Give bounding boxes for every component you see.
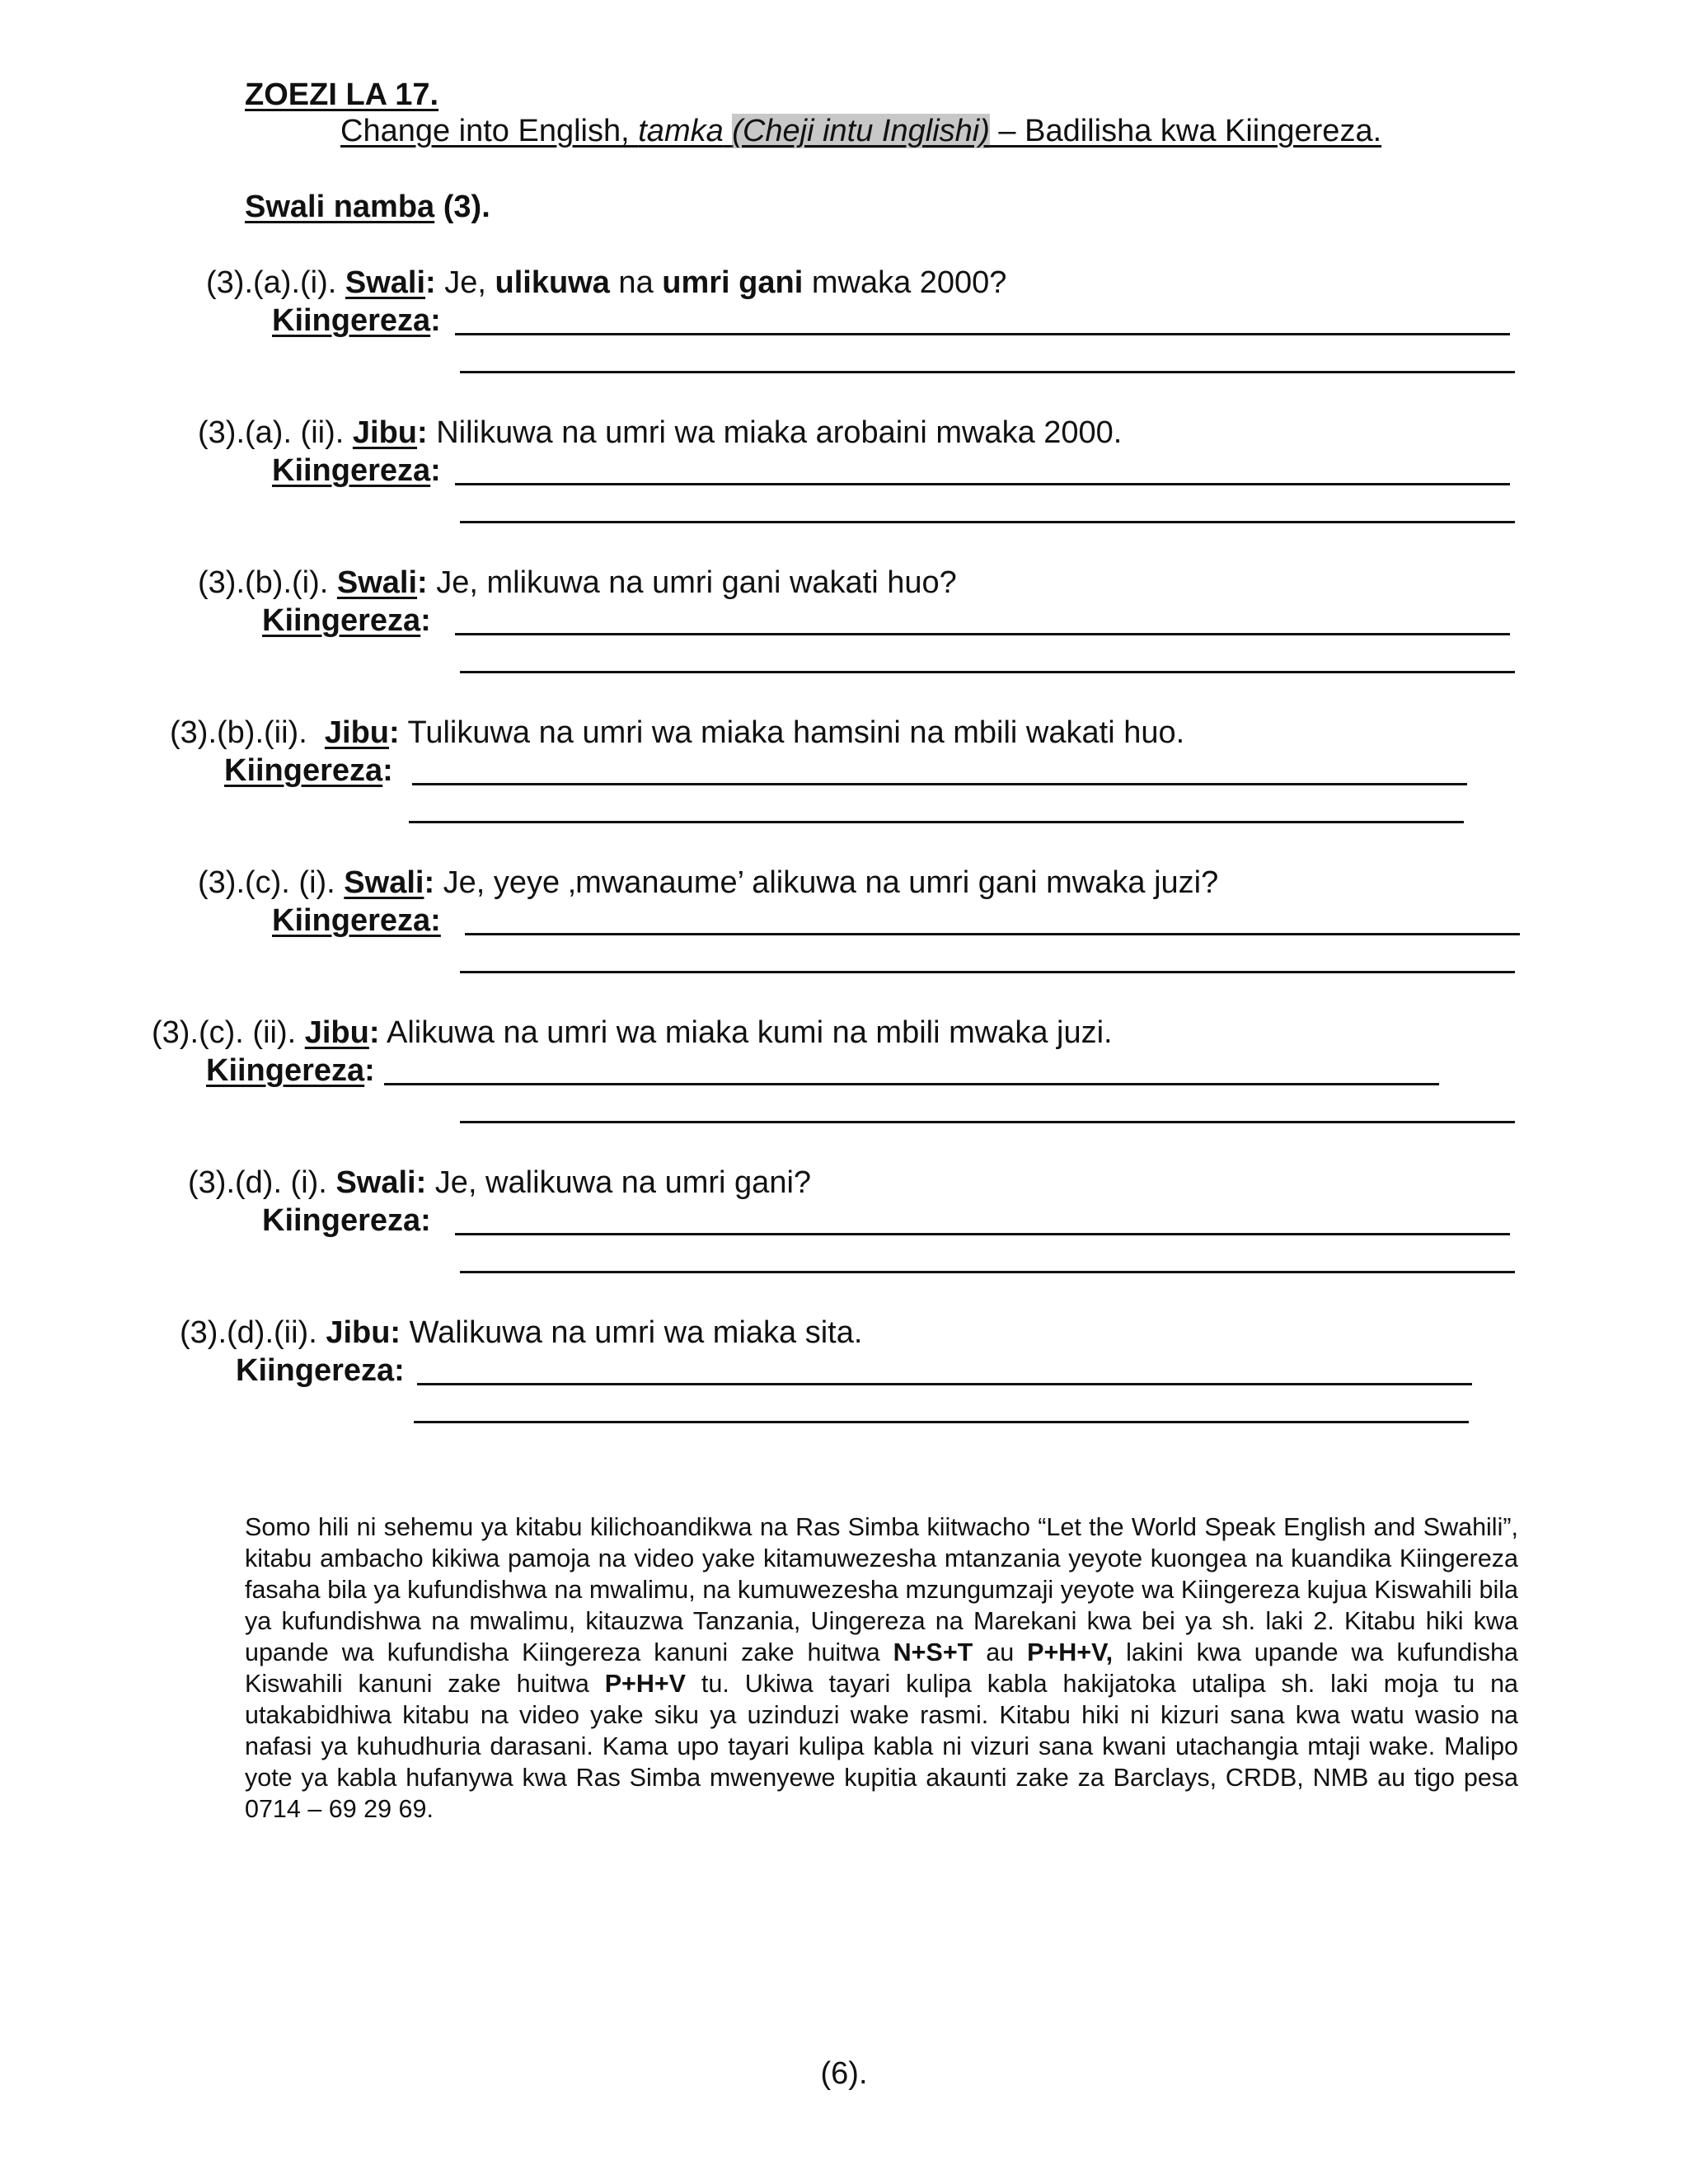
answer-line[interactable]: [455, 633, 1510, 635]
answer-line[interactable]: [455, 1233, 1510, 1235]
answer-line[interactable]: [455, 483, 1510, 485]
question-number-heading: [245, 188, 490, 226]
prompt-kind: Swali: [336, 565, 418, 600]
instruction-line: [340, 112, 1381, 150]
instruction-tamka: tamka: [638, 114, 724, 148]
instruction-highlight: (Cheji intu Inglishi): [732, 114, 990, 148]
answer-line[interactable]: [412, 783, 1467, 785]
prompt-kind: Swali: [345, 265, 426, 300]
answer-line[interactable]: [409, 821, 1464, 823]
answer-label: Kiingereza:: [272, 903, 441, 938]
answer-label: Kiingereza:: [272, 453, 441, 488]
prompt-kind: Jibu:: [326, 1315, 401, 1350]
item-number: (3).(b).(i).: [198, 565, 337, 600]
book-promo-paragraph: Somo hili ni sehemu ya kitabu kilichoandikwa na Ras Simba kiitwacho “Let the World Speak English and Swahili”, kitabu ambacho kikiwa pamoja na video yake kitamuwezesha mtanzania yeyote kuongea na kuandika Kiingereza fasaha bila ya kufundishwa na mwalimu, na kumuwezesha mzungumzaji yeyote wa Kiingereza kujua Kiswahili bila ya kufundishwa na mwalimu, kitauzwa Tanzania, Uingereza na Marekani kwa bei ya sh. laki 2. Kitabu hiki kwa upande wa kufundisha Kiingereza kanuni zake huitwa N+S+T au P+H+V, lakini kwa upande wa kufundisha Kiswahili kanuni zake huitwa P+H+V tu. Ukiwa tayari kulipa kabla hakijatoka utalipa sh. laki moja tu na utakabidhiwa kitabu na video yake siku ya uzinduzi wake rasmi. Kitabu hiki ni kizuri sana kwa watu wasio na nafasi ya kuhudhuria darasani. Kama upo tayari kulipa kabla ni vizuri sana kwani utachangia mtaji wake. Malipo yote ya kabla hufanywa kwa Ras Simba mwenyewe kupitia akaunti zake za Barclays, CRDB, NMB au tigo pesa 0714 – 69 29 69.: [245, 1513, 1518, 1823]
exercise-prompt: (3).(a). (ii). Jibu: Nilikuwa na umri wa miaka arobaini mwaka 2000.: [198, 415, 1123, 450]
item-number: (3).(a).(i).: [206, 265, 345, 300]
page-number: (6).: [820, 2056, 868, 2091]
instruction-swahili: – Badilisha kwa Kiingereza.: [989, 114, 1382, 148]
answer-line[interactable]: [460, 1271, 1515, 1273]
item-number: (3).(c). (i).: [198, 865, 345, 900]
answer-label: Kiingereza:: [206, 1053, 375, 1088]
answer-line[interactable]: [460, 971, 1515, 973]
prompt-kind: Jibu: [352, 415, 417, 450]
answer-line[interactable]: [384, 1083, 1439, 1085]
prompt-kind: Jibu: [304, 1015, 369, 1050]
answer-label: Kiingereza:: [224, 753, 393, 788]
answer-line[interactable]: [460, 671, 1515, 673]
instruction-text: Change into English,: [340, 114, 639, 148]
prompt-kind: Swali: [344, 865, 424, 900]
answer-label: Kiingereza:: [236, 1353, 405, 1388]
prompt-kind: Jibu: [324, 715, 389, 750]
exercise-prompt: (3).(d). (i). Swali: Je, walikuwa na umri gani?: [188, 1165, 812, 1200]
answer-line[interactable]: [417, 1383, 1472, 1385]
prompt-kind: Swali:: [335, 1165, 427, 1200]
item-number: (3).(a). (ii).: [198, 415, 353, 450]
exercise-prompt: (3).(c). (ii). Jibu: Alikuwa na umri wa miaka kumi na mbili mwaka juzi.: [152, 1015, 1113, 1050]
item-number: (3).(c). (ii).: [152, 1015, 305, 1050]
answer-line[interactable]: [460, 1121, 1515, 1123]
answer-line[interactable]: [455, 333, 1510, 335]
question-number-label: Swali namba: [245, 190, 435, 224]
exercise-title: ZOEZI LA 17.: [245, 77, 439, 112]
item-number: (3).(d).(ii).: [180, 1315, 326, 1350]
exercise-prompt: (3).(b).(i). Swali: Je, mlikuwa na umri gani wakati huo?: [198, 565, 957, 600]
exercise-prompt: (3).(b).(ii). Jibu: Tulikuwa na umri wa miaka hamsini na mbili wakati huo.: [170, 715, 1185, 750]
item-number: (3).(d). (i).: [188, 1165, 336, 1200]
answer-line[interactable]: [460, 371, 1515, 373]
answer-label: Kiingereza:: [262, 603, 431, 638]
exercise-prompt: (3).(a).(i). Swali: Je, ulikuwa na umri gani mwaka 2000?: [206, 265, 1007, 300]
answer-line[interactable]: [414, 1421, 1469, 1423]
answer-line[interactable]: [460, 521, 1515, 523]
answer-label: Kiingereza:: [262, 1203, 431, 1238]
answer-label: Kiingereza:: [272, 303, 441, 338]
answer-line[interactable]: [465, 933, 1520, 935]
question-number-value: (3).: [434, 190, 490, 224]
item-number: (3).(b).(ii).: [170, 715, 325, 750]
exercise-prompt: (3).(c). (i). Swali: Je, yeye ‚mwanaume’ alikuwa na umri gani mwaka juzi?: [198, 865, 1219, 900]
exercise-prompt: (3).(d).(ii). Jibu: Walikuwa na umri wa miaka sita.: [180, 1315, 863, 1350]
